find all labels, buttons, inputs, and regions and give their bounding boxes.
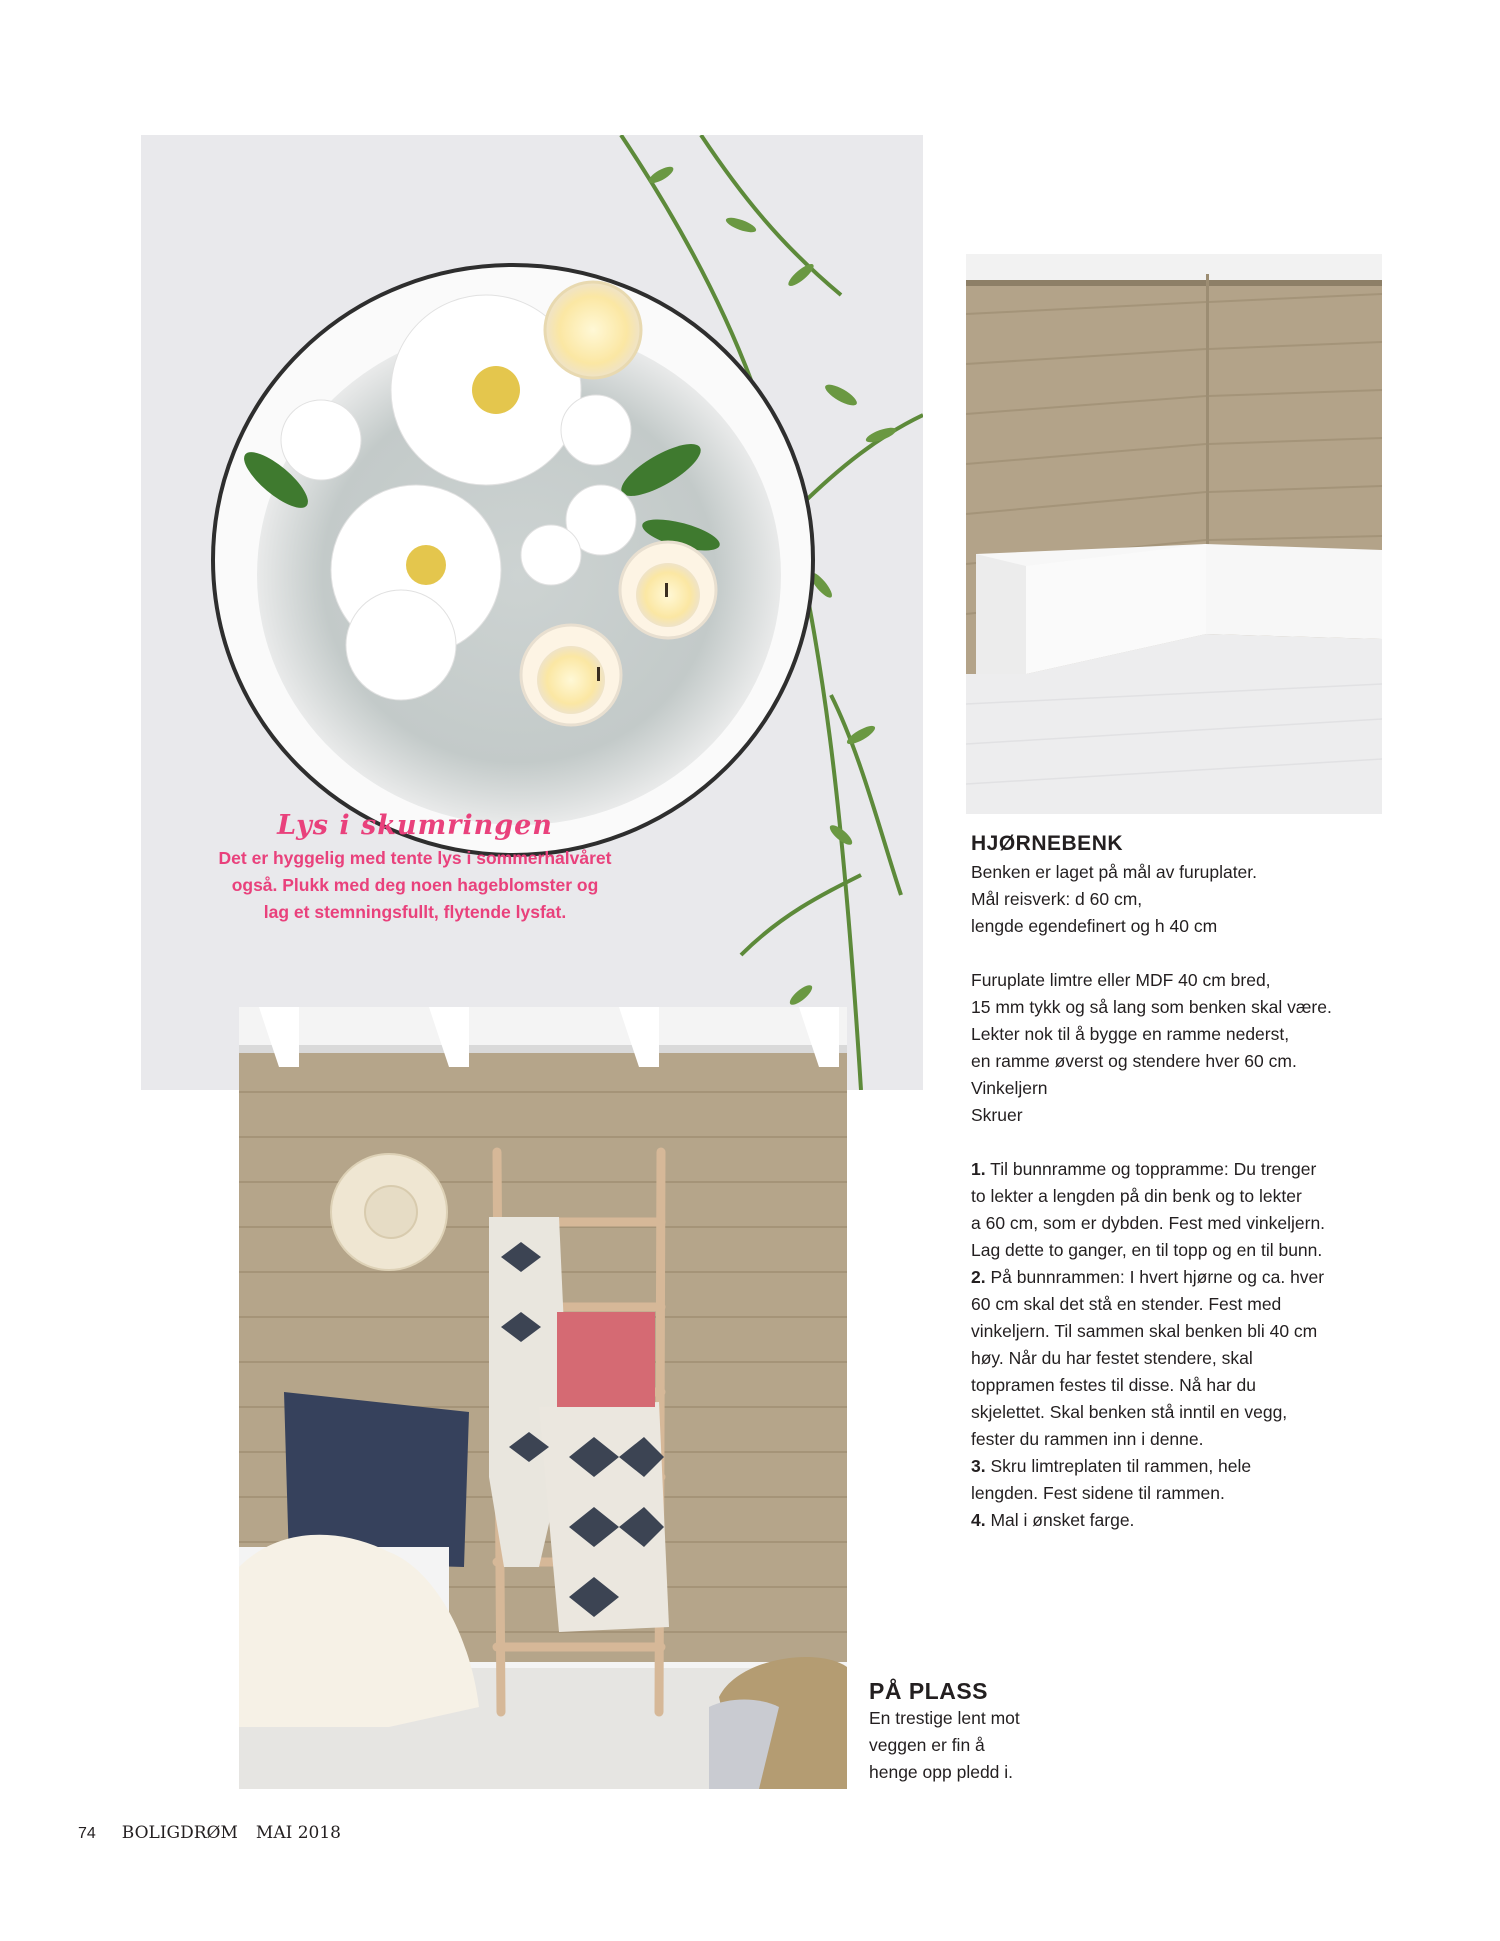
step-3 [971,1453,1381,1480]
material-line: 15 mm tykk og så lang som benken skal være. [971,997,1332,1017]
photo-floating-candles [141,135,923,1090]
step-text: fester du rammen inn i denne. [971,1429,1204,1449]
material-line: Lekter nok til å bygge en ramme nederst, [971,1024,1290,1044]
page-number: 74 [78,1825,96,1842]
ladder-caption-line: henge opp pledd i. [869,1762,1014,1782]
step-text: lengden. Fest sidene til rammen. [971,1483,1225,1503]
step-text: a 60 cm, som er dybden. Fest med vinkeljern. [971,1213,1326,1233]
intro-line: Mål reisverk: d 60 cm, [971,889,1143,909]
step-text: Lag dette to ganger, en til topp og en til bunn. [971,1240,1323,1260]
step-text: toppramen festes til disse. Nå har du [971,1375,1257,1395]
step-text: Skru limtreplaten til rammen, hele [985,1456,1252,1476]
caption-line: lag et stemningsfullt, flytende lysfat. [263,902,567,922]
step-1 [971,1156,1381,1183]
step-text: høy. Når du har festet stendere, skal [971,1348,1253,1368]
bench-heading: HJØRNEBENK [971,832,1124,855]
step-text: Til bunnramme og toppramme: Du trenger [985,1159,1317,1179]
step-text: Mal i ønsket farge. [985,1510,1135,1530]
step-number: 2. [971,1267,986,1287]
step-text: På bunnrammen: I hvert hjørne og ca. hver [985,1267,1325,1287]
step-4 [971,1507,1381,1534]
step-text: to lekter a lengden på din benk og to lekter [971,1186,1302,1206]
photo-caption [150,810,680,926]
material-line: en ramme øverst og stendere hver 60 cm. [971,1051,1297,1071]
photo-ladder-with-blankets [239,1007,847,1789]
step-text: skjelettet. Skal benken stå inntil en vegg, [971,1402,1288,1422]
issue-date: MAI 2018 [255,1823,341,1843]
page-footer [78,1823,359,1843]
intro-line: Benken er laget på mål av furuplater. [971,862,1258,882]
step-number: 3. [971,1456,986,1476]
magazine-name: BOLIGDRØM [121,1823,238,1843]
caption-line: også. Plukk med deg noen hageblomster og [231,875,599,895]
ladder-caption-line: veggen er fin å [869,1735,985,1755]
intro-line: lengde egendefinert og h 40 cm [971,916,1218,936]
material-line: Furuplate limtre eller MDF 40 cm bred, [971,970,1271,990]
step-text: 60 cm skal det stå en stender. Fest med [971,1294,1282,1314]
ladder-caption-heading: PÅ PLASS [869,1678,989,1704]
ladder-caption [869,1678,1089,1786]
step-2 [971,1264,1381,1291]
material-line: Skruer [971,1105,1023,1125]
step-number: 1. [971,1159,986,1179]
caption-title: Lys i skumringen [277,810,553,841]
caption-line: Det er hyggelig med tente lys i sommerhalvåret [218,848,612,868]
bench-instructions [971,830,1381,1534]
material-line: Vinkeljern [971,1078,1048,1098]
step-number: 4. [971,1510,986,1530]
photo-corner-bench [966,254,1382,814]
ladder-caption-line: En trestige lent mot [869,1708,1020,1728]
step-text: vinkeljern. Til sammen skal benken bli 40 cm [971,1321,1318,1341]
